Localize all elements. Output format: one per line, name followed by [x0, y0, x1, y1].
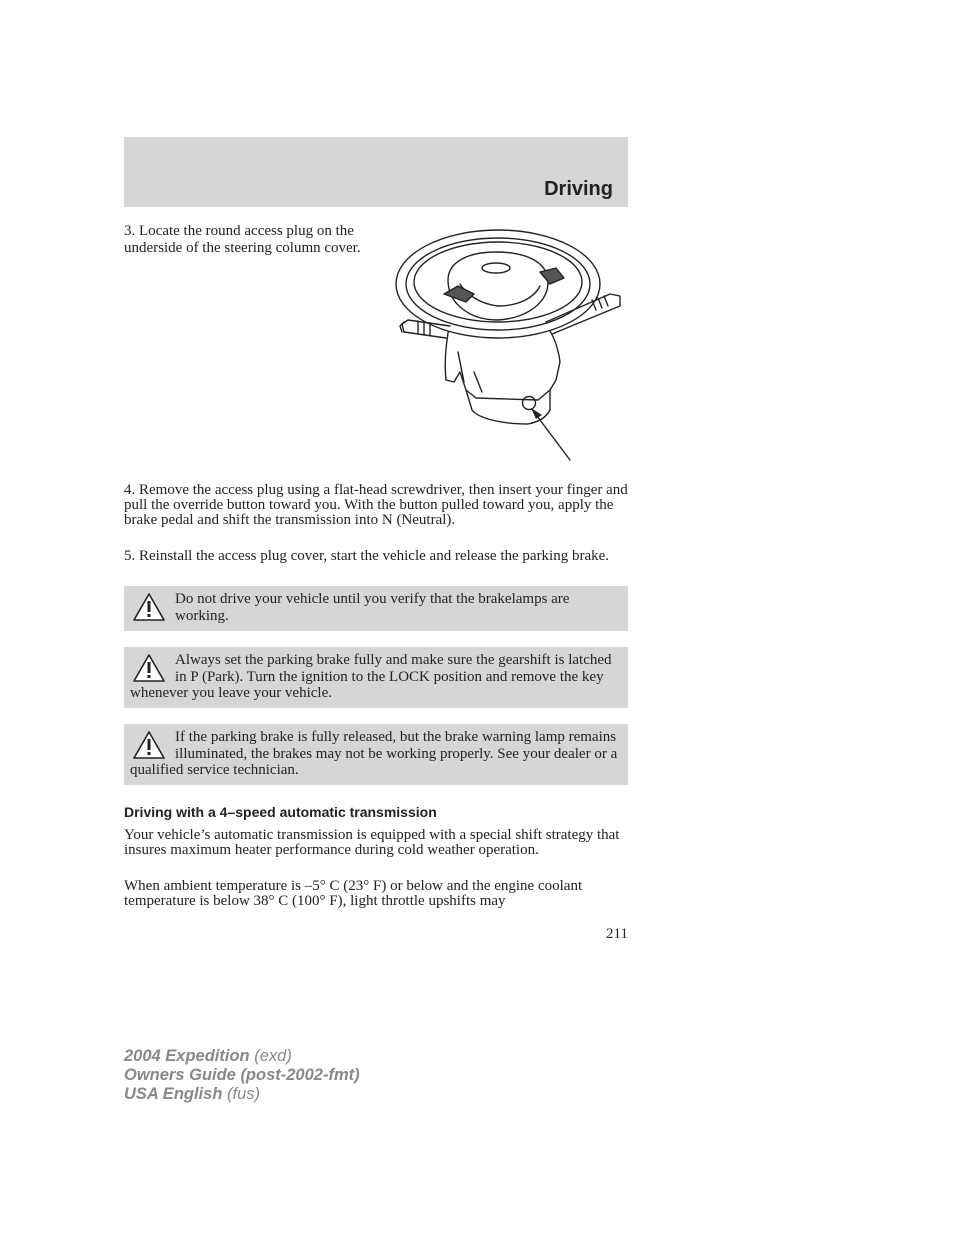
- warning-triangle-icon: [132, 729, 166, 761]
- steering-column-illustration: [388, 222, 628, 467]
- warning-box-brakelamps: [124, 586, 628, 631]
- section-title: Driving: [544, 178, 613, 200]
- footer-line-3: USA English (fus): [124, 1085, 260, 1103]
- warning-text: Always set the parking brake fully and make sure the gearshift is latched in P (Park). Turn the ignition to the LOCK position and remove the key whenever you leave your vehicle.: [130, 652, 612, 701]
- body-paragraph-1: Your vehicle’s automatic transmission is equipped with a special shift strategy that insures maximum heater performance during cold weather operation.: [124, 827, 620, 858]
- step-4-text: 4. Remove the access plug using a flat-head screwdriver, then insert your finger and pull the override button toward you. With the button pulled toward you, apply the brake pedal and shift the transmission into N (Neutral).: [124, 482, 628, 528]
- document-footer: [124, 1047, 360, 1104]
- warning-text: If the parking brake is fully released, but the brake warning lamp remains illuminated, the brakes may not be working properly. See your dealer or a qualified service technician.: [130, 729, 618, 778]
- step-5-text: 5. Reinstall the access plug cover, start the vehicle and release the parking brake.: [124, 548, 610, 564]
- body-paragraph-2: When ambient temperature is –5° C (23° F) or below and the engine coolant temperature is below 38° C (100° F), light throttle upshifts may: [124, 878, 583, 909]
- warning-box-brake-lamp: [124, 724, 628, 785]
- warning-text: Do not drive your vehicle until you verify that the brakelamps are working.: [175, 591, 570, 624]
- warning-box-parking-brake: [124, 647, 628, 708]
- page-number: 211: [606, 926, 628, 942]
- footer-line-1: 2004 Expedition (exd): [124, 1047, 292, 1065]
- warning-triangle-icon: [132, 652, 166, 684]
- warning-triangle-icon: [132, 591, 166, 623]
- step-3-text: 3. Locate the round access plug on the underside of the steering column cover.: [124, 223, 361, 256]
- footer-line-2: Owners Guide (post-2002-fmt): [124, 1066, 360, 1084]
- subsection-heading: Driving with a 4–speed automatic transmission: [124, 804, 437, 820]
- section-header: [124, 137, 628, 207]
